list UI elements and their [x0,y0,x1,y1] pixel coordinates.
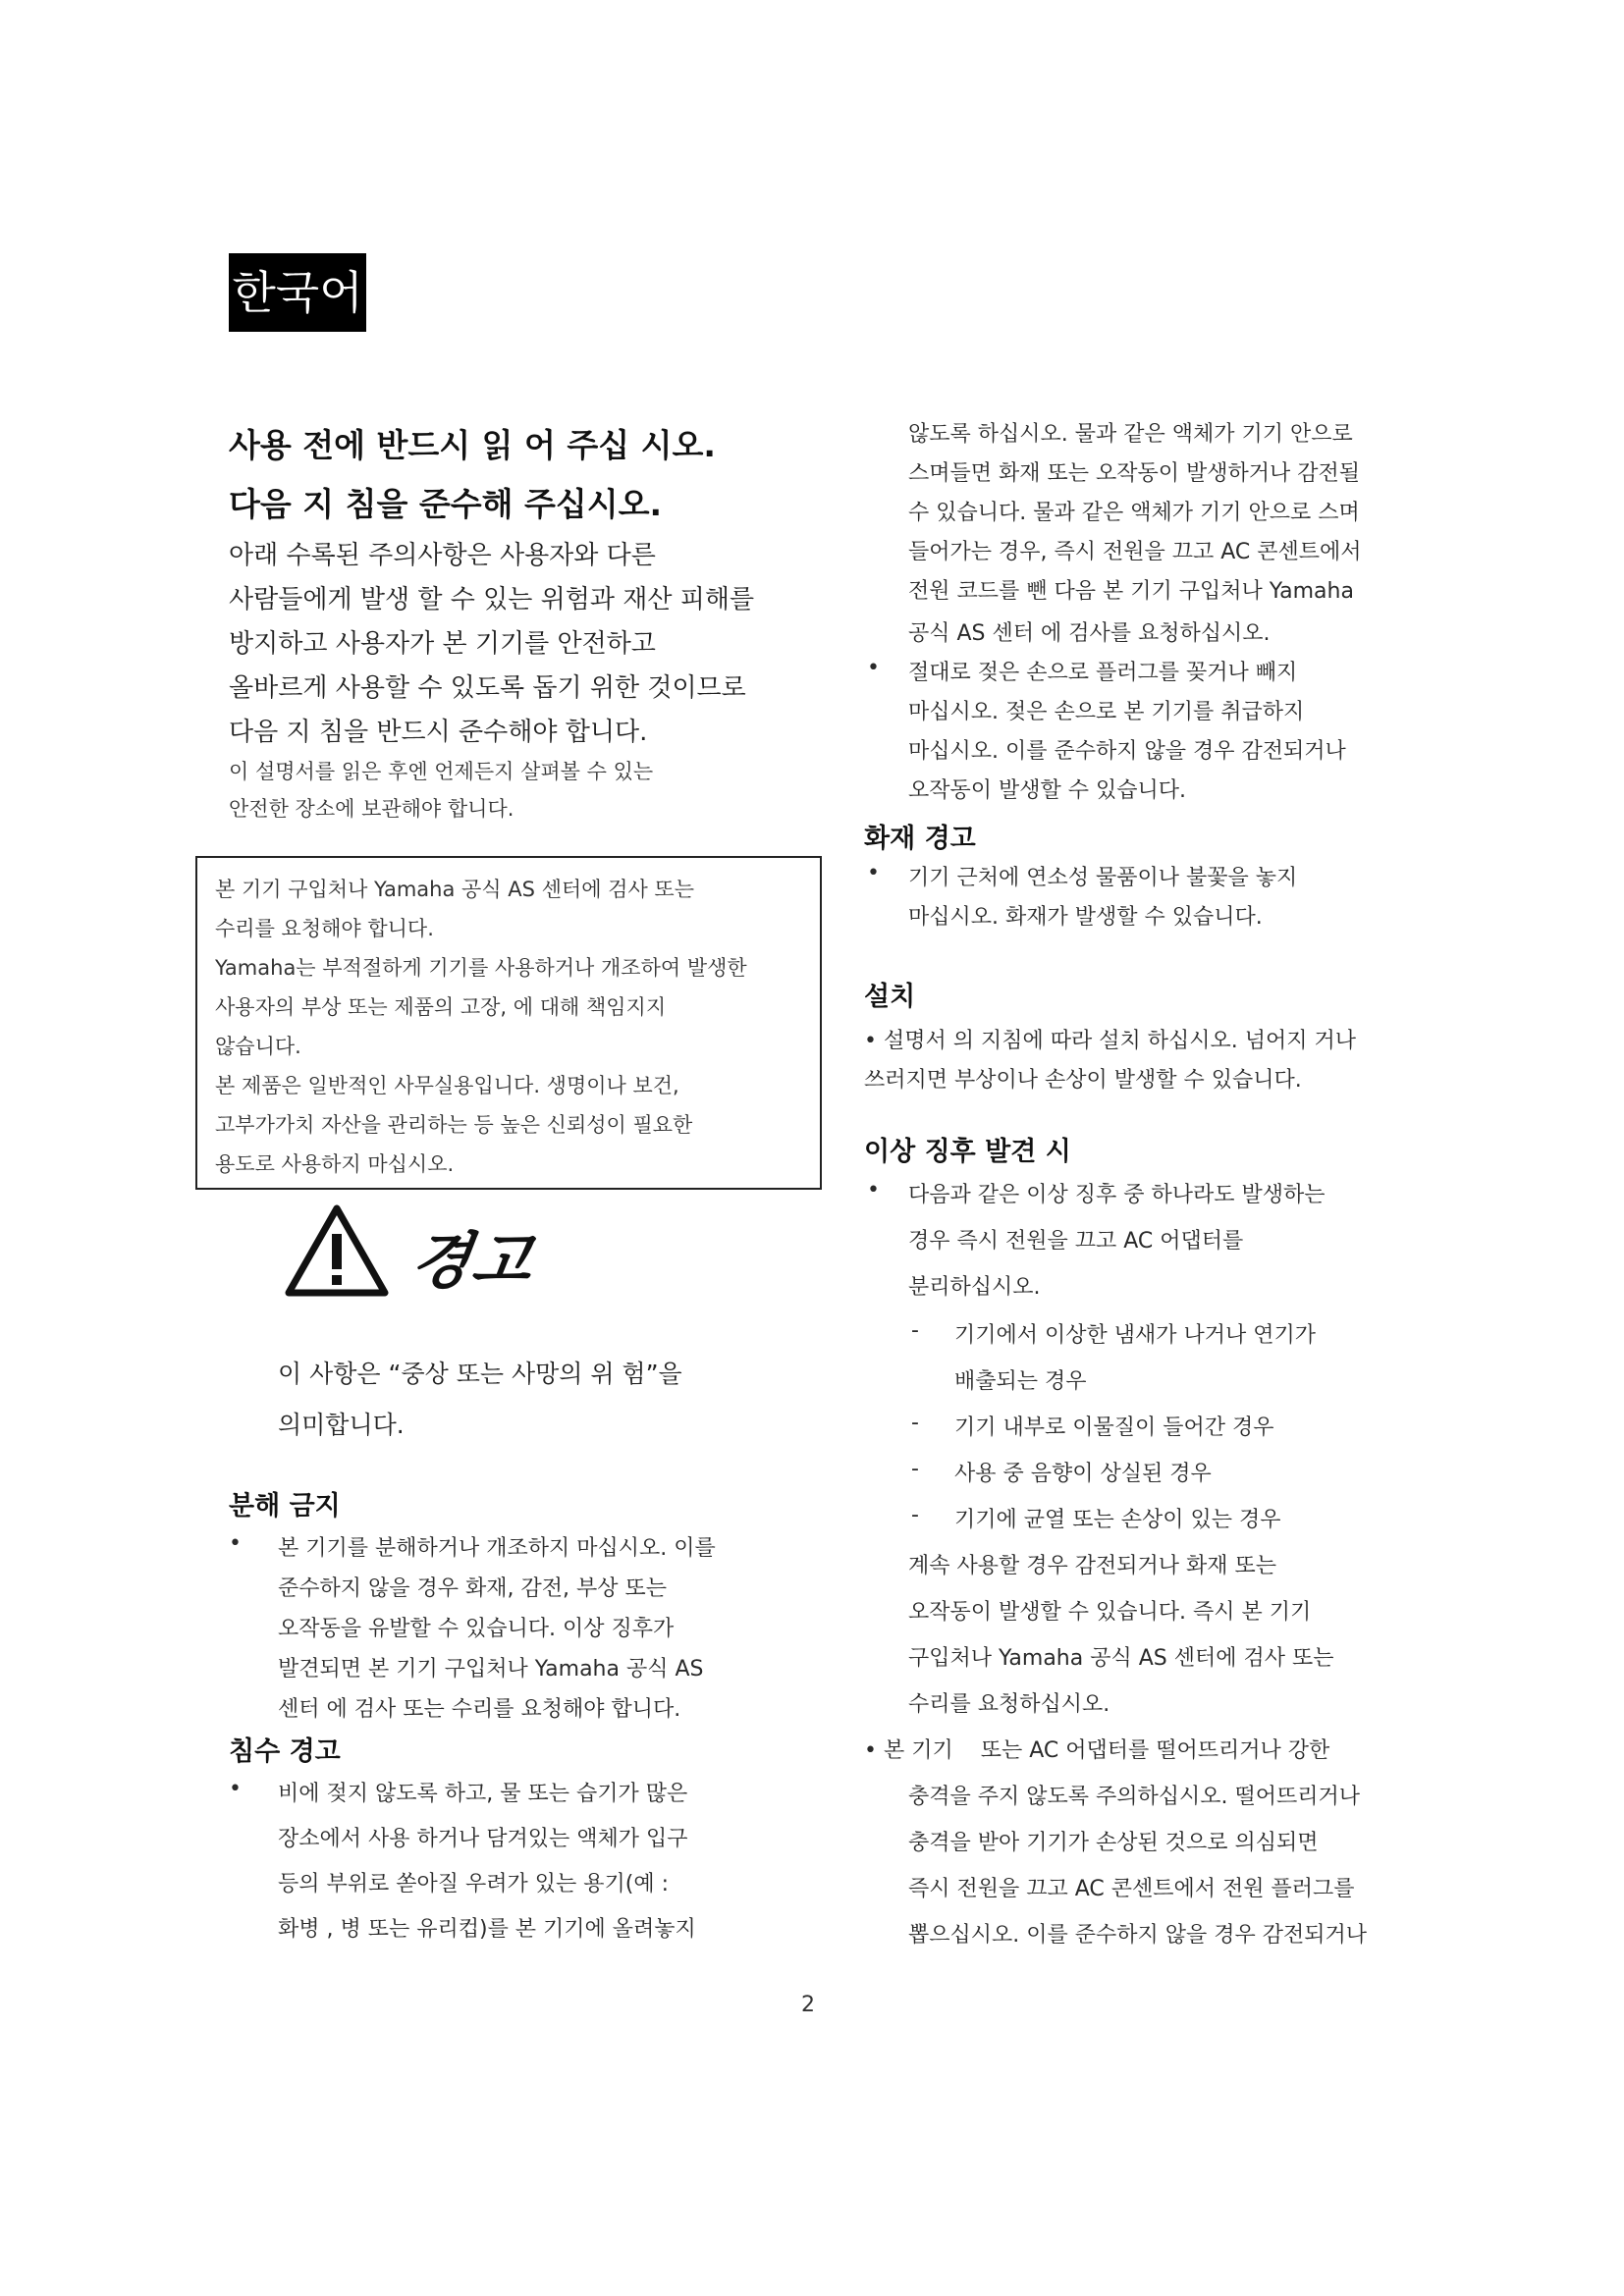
section-title-abnormal: 이상 징후 발견 시 [864,1137,1071,1167]
warning-triangle-icon [283,1202,391,1305]
sub-item-line: 배출되는 경우 [954,1369,1087,1394]
heading-line-1: 사용 전에 반드시 읽 어 주십 시오. [229,426,716,464]
intro-line: 사람들에게 발생 할 수 있는 위험과 재산 피해를 [229,585,755,614]
body-line: 수리를 요청하십시오. [908,1692,1110,1717]
body-line: 수 있습니다. 물과 같은 액체가 기기 안으로 스며 [908,501,1360,525]
intro-small-line: 이 설명서를 읽은 후엔 언제든지 살펴볼 수 있는 [229,760,654,783]
body-line: 쓰러지면 부상이나 손상이 발생할 수 있습니다. [864,1068,1302,1093]
body-line: 스며들면 화재 또는 오작동이 발생하거나 감전될 [908,461,1361,486]
intro-small-line: 안전한 장소에 보관해야 합니다. [229,797,514,821]
notice-line: 않습니다. [215,1035,301,1058]
bullet-dot: • [867,656,880,680]
body-line: 오작동이 발생할 수 있습니다. 즉시 본 기기 [908,1600,1312,1625]
section-title-water: 침수 경고 [229,1736,341,1767]
notice-line: Yamaha는 부적절하게 기기를 사용하거나 개조하여 발생한 [215,956,747,980]
bullet-dot: • [867,1178,880,1202]
page-number: 2 [801,1993,815,2017]
dash-bullet: - [911,1318,919,1343]
body-line: 센터 에 검사 또는 수리를 요청해야 합니다. [278,1697,681,1722]
body-line: 전원 코드를 뺀 다음 본 기기 구입처나 Yamaha [908,579,1354,604]
body-line: 준수하지 않을 경우 화재, 감전, 부상 또는 [278,1576,667,1601]
body-line: 공식 AS 센터 에 검사를 요청하십시오. [908,621,1271,646]
body-line: 계속 사용할 경우 감전되거나 화재 또는 [908,1554,1276,1578]
bullet-dot: • [229,1777,242,1801]
intro-line: 방지하고 사용자가 본 기기를 안전하고 [229,629,656,659]
dash-bullet: - [911,1411,919,1435]
body-line: 경우 즉시 전원을 끄고 AC 어댑터를 [908,1229,1244,1254]
body-line: 충격을 받아 기기가 손상된 것으로 의심되면 [908,1831,1319,1855]
sub-item-line: 기기에 균열 또는 손상이 있는 경우 [954,1508,1281,1532]
intro-line: 올바르게 사용할 수 있도록 돕기 위한 것이므로 [229,673,746,703]
notice-line: 고부가가치 자산을 관리하는 등 높은 신뢰성이 필요한 [215,1113,693,1137]
body-line: 뽑으십시오. 이를 준수하지 않을 경우 감전되거나 [908,1923,1368,1948]
warning-desc-line: 의미합니다. [278,1411,405,1439]
dash-bullet: - [911,1503,919,1527]
body-line: 기기 근처에 연소성 물품이나 불꽃을 놓지 [908,866,1298,890]
warning-title: 경고 [406,1225,539,1297]
bullet-dot: • [867,861,880,885]
language-tab: 한국어 [229,253,366,332]
notice-line: 용도로 사용하지 마십시오. [215,1152,455,1176]
notice-box [195,856,822,1190]
body-line: 오작동이 발생할 수 있습니다. [908,778,1186,803]
body-line: • 설명서 의 지침에 따라 설치 하십시오. 넘어지 거나 [864,1029,1356,1053]
body-line: 본 기기를 분해하거나 개조하지 마십시오. 이를 [278,1536,716,1561]
notice-line: 본 기기 구입처나 Yamaha 공식 AS 센터에 검사 또는 [215,878,694,901]
sub-item-line: 사용 중 음향이 상실된 경우 [954,1462,1212,1486]
intro-line: 아래 수록된 주의사항은 사용자와 다른 [229,541,656,570]
body-line: 등의 부위로 쏟아질 우려가 있는 용기(예 : [278,1872,669,1896]
body-line: • 본 기기 또는 AC 어댑터를 떨어뜨리거나 강한 [864,1738,1330,1763]
body-line: 들어가는 경우, 즉시 전원을 끄고 AC 콘센트에서 [908,540,1362,564]
body-line: 충격을 주지 않도록 주의하십시오. 떨어뜨리거나 [908,1785,1361,1809]
sub-item-line: 기기 내부로 이물질이 들어간 경우 [954,1415,1274,1440]
body-line: 마십시오. 젖은 손으로 본 기기를 취급하지 [908,700,1305,724]
body-line: 화병 , 병 또는 유리컵)를 본 기기에 올려놓지 [278,1917,696,1942]
body-line: 즉시 전원을 끄고 AC 콘센트에서 전원 플러그를 [908,1877,1355,1901]
body-line: 다음과 같은 이상 징후 중 하나라도 발생하는 [908,1183,1326,1207]
body-line: 오작동을 유발할 수 있습니다. 이상 징후가 [278,1617,675,1641]
body-line: 분리하십시오. [908,1275,1041,1300]
body-line: 구입처나 Yamaha 공식 AS 센터에 검사 또는 [908,1646,1334,1671]
section-title-fire: 화재 경고 [864,824,976,854]
intro-line: 다음 지 침을 반드시 준수해야 합니다. [229,718,648,747]
body-line: 마십시오. 이를 준수하지 않을 경우 감전되거나 [908,739,1346,764]
notice-line: 사용자의 부상 또는 제품의 고장, 에 대해 책임지지 [215,995,667,1019]
section-title-disassembly: 분해 금지 [229,1491,341,1522]
dash-bullet: - [911,1457,919,1481]
body-line: 장소에서 사용 하거나 담겨있는 액체가 입구 [278,1827,688,1851]
notice-line: 수리를 요청해야 합니다. [215,917,434,940]
bullet-dot: • [229,1531,242,1556]
sub-item-line: 기기에서 이상한 냄새가 나거나 연기가 [954,1323,1317,1348]
body-line: 절대로 젖은 손으로 플러그를 꽂거나 빼지 [908,661,1298,685]
section-title-install: 설치 [864,982,916,1012]
body-line: 비에 젖지 않도록 하고, 물 또는 습기가 많은 [278,1782,688,1806]
heading-line-2: 다음 지 침을 준수해 주십시오. [229,485,663,523]
body-line: 않도록 하십시오. 물과 같은 액체가 기기 안으로 [908,422,1353,447]
body-line: 마십시오. 화재가 발생할 수 있습니다. [908,905,1263,930]
warning-desc-line: 이 사항은 “중상 또는 사망의 위 험”을 [278,1360,682,1388]
body-line: 발견되면 본 기기 구입처나 Yamaha 공식 AS [278,1657,704,1682]
notice-line: 본 제품은 일반적인 사무실용입니다. 생명이나 보건, [215,1074,679,1097]
